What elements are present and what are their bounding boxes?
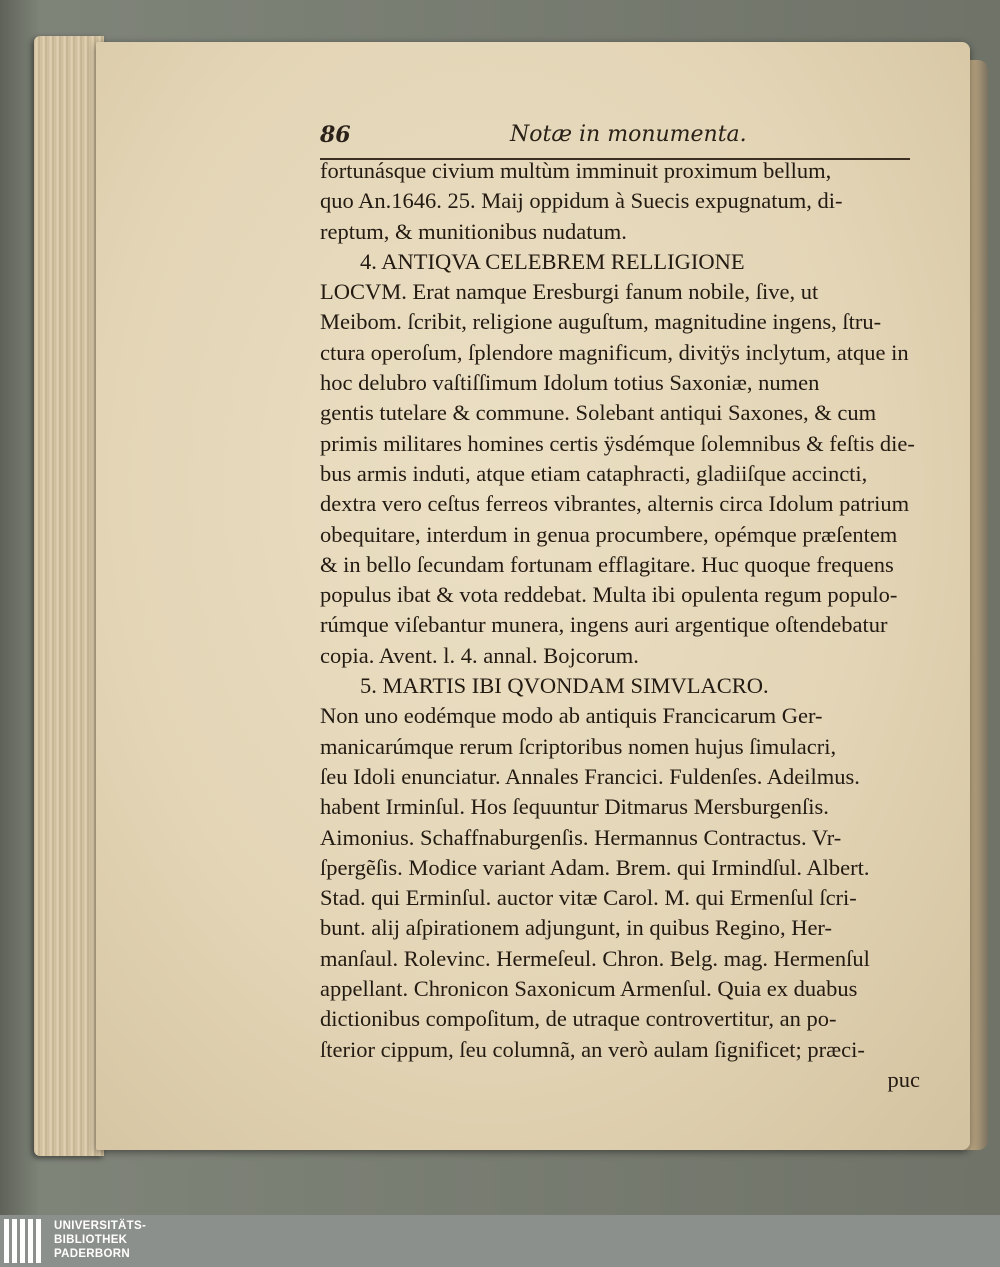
text-line: fortunásque civium multùm imminuit proximum bellum,	[320, 158, 832, 183]
text-line: hoc delubro vaſtiſſimum Idolum totius Saxoniæ, numen	[320, 370, 820, 396]
body-text	[320, 156, 920, 1095]
text-line: quo An.1646. 25. Maij oppidum à Suecis expugnatum, di-	[320, 188, 843, 214]
text-line: manicarúmque rerum ſcriptoribus nomen hujus ſimulacri,	[320, 733, 837, 759]
text-line: Meibom. ſcribit, religione auguſtum, magnitudine ingens, ſtru-	[320, 309, 882, 335]
text-line: LOCVM. Erat namque Eresburgi fanum nobile, ſive, ut	[320, 279, 819, 305]
text-line: dictionibus compoſitum, de utraque controvertitur, an po-	[320, 1006, 837, 1032]
library-logo-icon	[4, 1219, 46, 1263]
text-line: 4. ANTIQVA CELEBREM RELLIGIONE	[360, 248, 745, 274]
page-number: 86	[320, 122, 351, 148]
library-name-line-1: UNIVERSITÄTS-	[54, 1220, 147, 1232]
text-line: ſeu Idoli enunciatur. Annales Francici. Fuldenſes. Adeilmus.	[320, 763, 860, 789]
text-line: Non uno eodémque modo ab antiquis Francicarum Ger-	[320, 703, 823, 729]
text-line: dextra vero ceſtus ferreos vibrantes, alternis circa Idolum patrium	[320, 491, 910, 517]
text-line: rúmque viſebantur munera, ingens auri argentique oſtendebatur	[320, 612, 888, 638]
text-line: bunt. alij aſpirationem adjungunt, in quibus Regino, Her-	[320, 915, 832, 941]
text-line: ſterior cippum, ſeu columnã, an verò aulam ſignificet; præci-	[320, 1036, 865, 1062]
text-line: gentis tutelare & commune. Solebant antiqui Saxones, & cum	[320, 400, 877, 426]
text-line: primis militares homines certis ÿsdémque ſolemnibus & feſtis die-	[320, 430, 915, 456]
text-line: bus armis induti, atque etiam cataphracti, gladiiſque accincti,	[320, 460, 868, 486]
text-line: & in bello ſecundam fortunam efflagitare. Huc quoque frequens	[320, 551, 894, 577]
book-fore-edge	[34, 36, 104, 1156]
text-line: copia. Avent. l. 4. annal. Bojcorum.	[320, 642, 639, 668]
text-line: Stad. qui Erminſul. auctor vitæ Carol. M. qui Ermenſul ſcri-	[320, 885, 857, 911]
footer-bar	[0, 1215, 1000, 1267]
text-line: Aimonius. Schaffnaburgenſis. Hermannus Contractus. Vr-	[320, 824, 842, 850]
text-line: habent Irminſul. Hos ſequuntur Ditmarus Mersburgenſis.	[320, 794, 829, 820]
text-line: reptum, & munitionibus nudatum.	[320, 218, 627, 244]
text-line: obequitare, interdum in genua procumbere, opémque præſentem	[320, 521, 898, 547]
library-name	[54, 1219, 146, 1261]
text-line: appellant. Chronicon Saxonicum Armenſul. Quia ex duabus	[320, 976, 858, 1002]
library-name-line-2: BIBLIOTHEK	[54, 1234, 128, 1246]
text-line: ctura operoſum, ſplendore magnificum, divitÿs inclytum, atque in	[320, 339, 909, 365]
running-title: Notæ in monumenta.	[510, 122, 747, 147]
text-line: ſpergẽſis. Modice variant Adam. Brem. qui Irmindſul. Albert.	[320, 854, 870, 880]
text-line: 5. MARTIS IBI QVONDAM SIMVLACRO.	[360, 673, 769, 699]
library-name-line-3: PADERBORN	[54, 1248, 130, 1260]
text-line: populus ibat & vota reddebat. Multa ibi opulenta regum populo-	[320, 582, 898, 608]
text-line: puc	[887, 1066, 920, 1092]
text-line: manſaul. Rolevinc. Hermeſeul. Chron. Belg. mag. Hermenſul	[320, 945, 870, 971]
page-header	[320, 122, 910, 160]
